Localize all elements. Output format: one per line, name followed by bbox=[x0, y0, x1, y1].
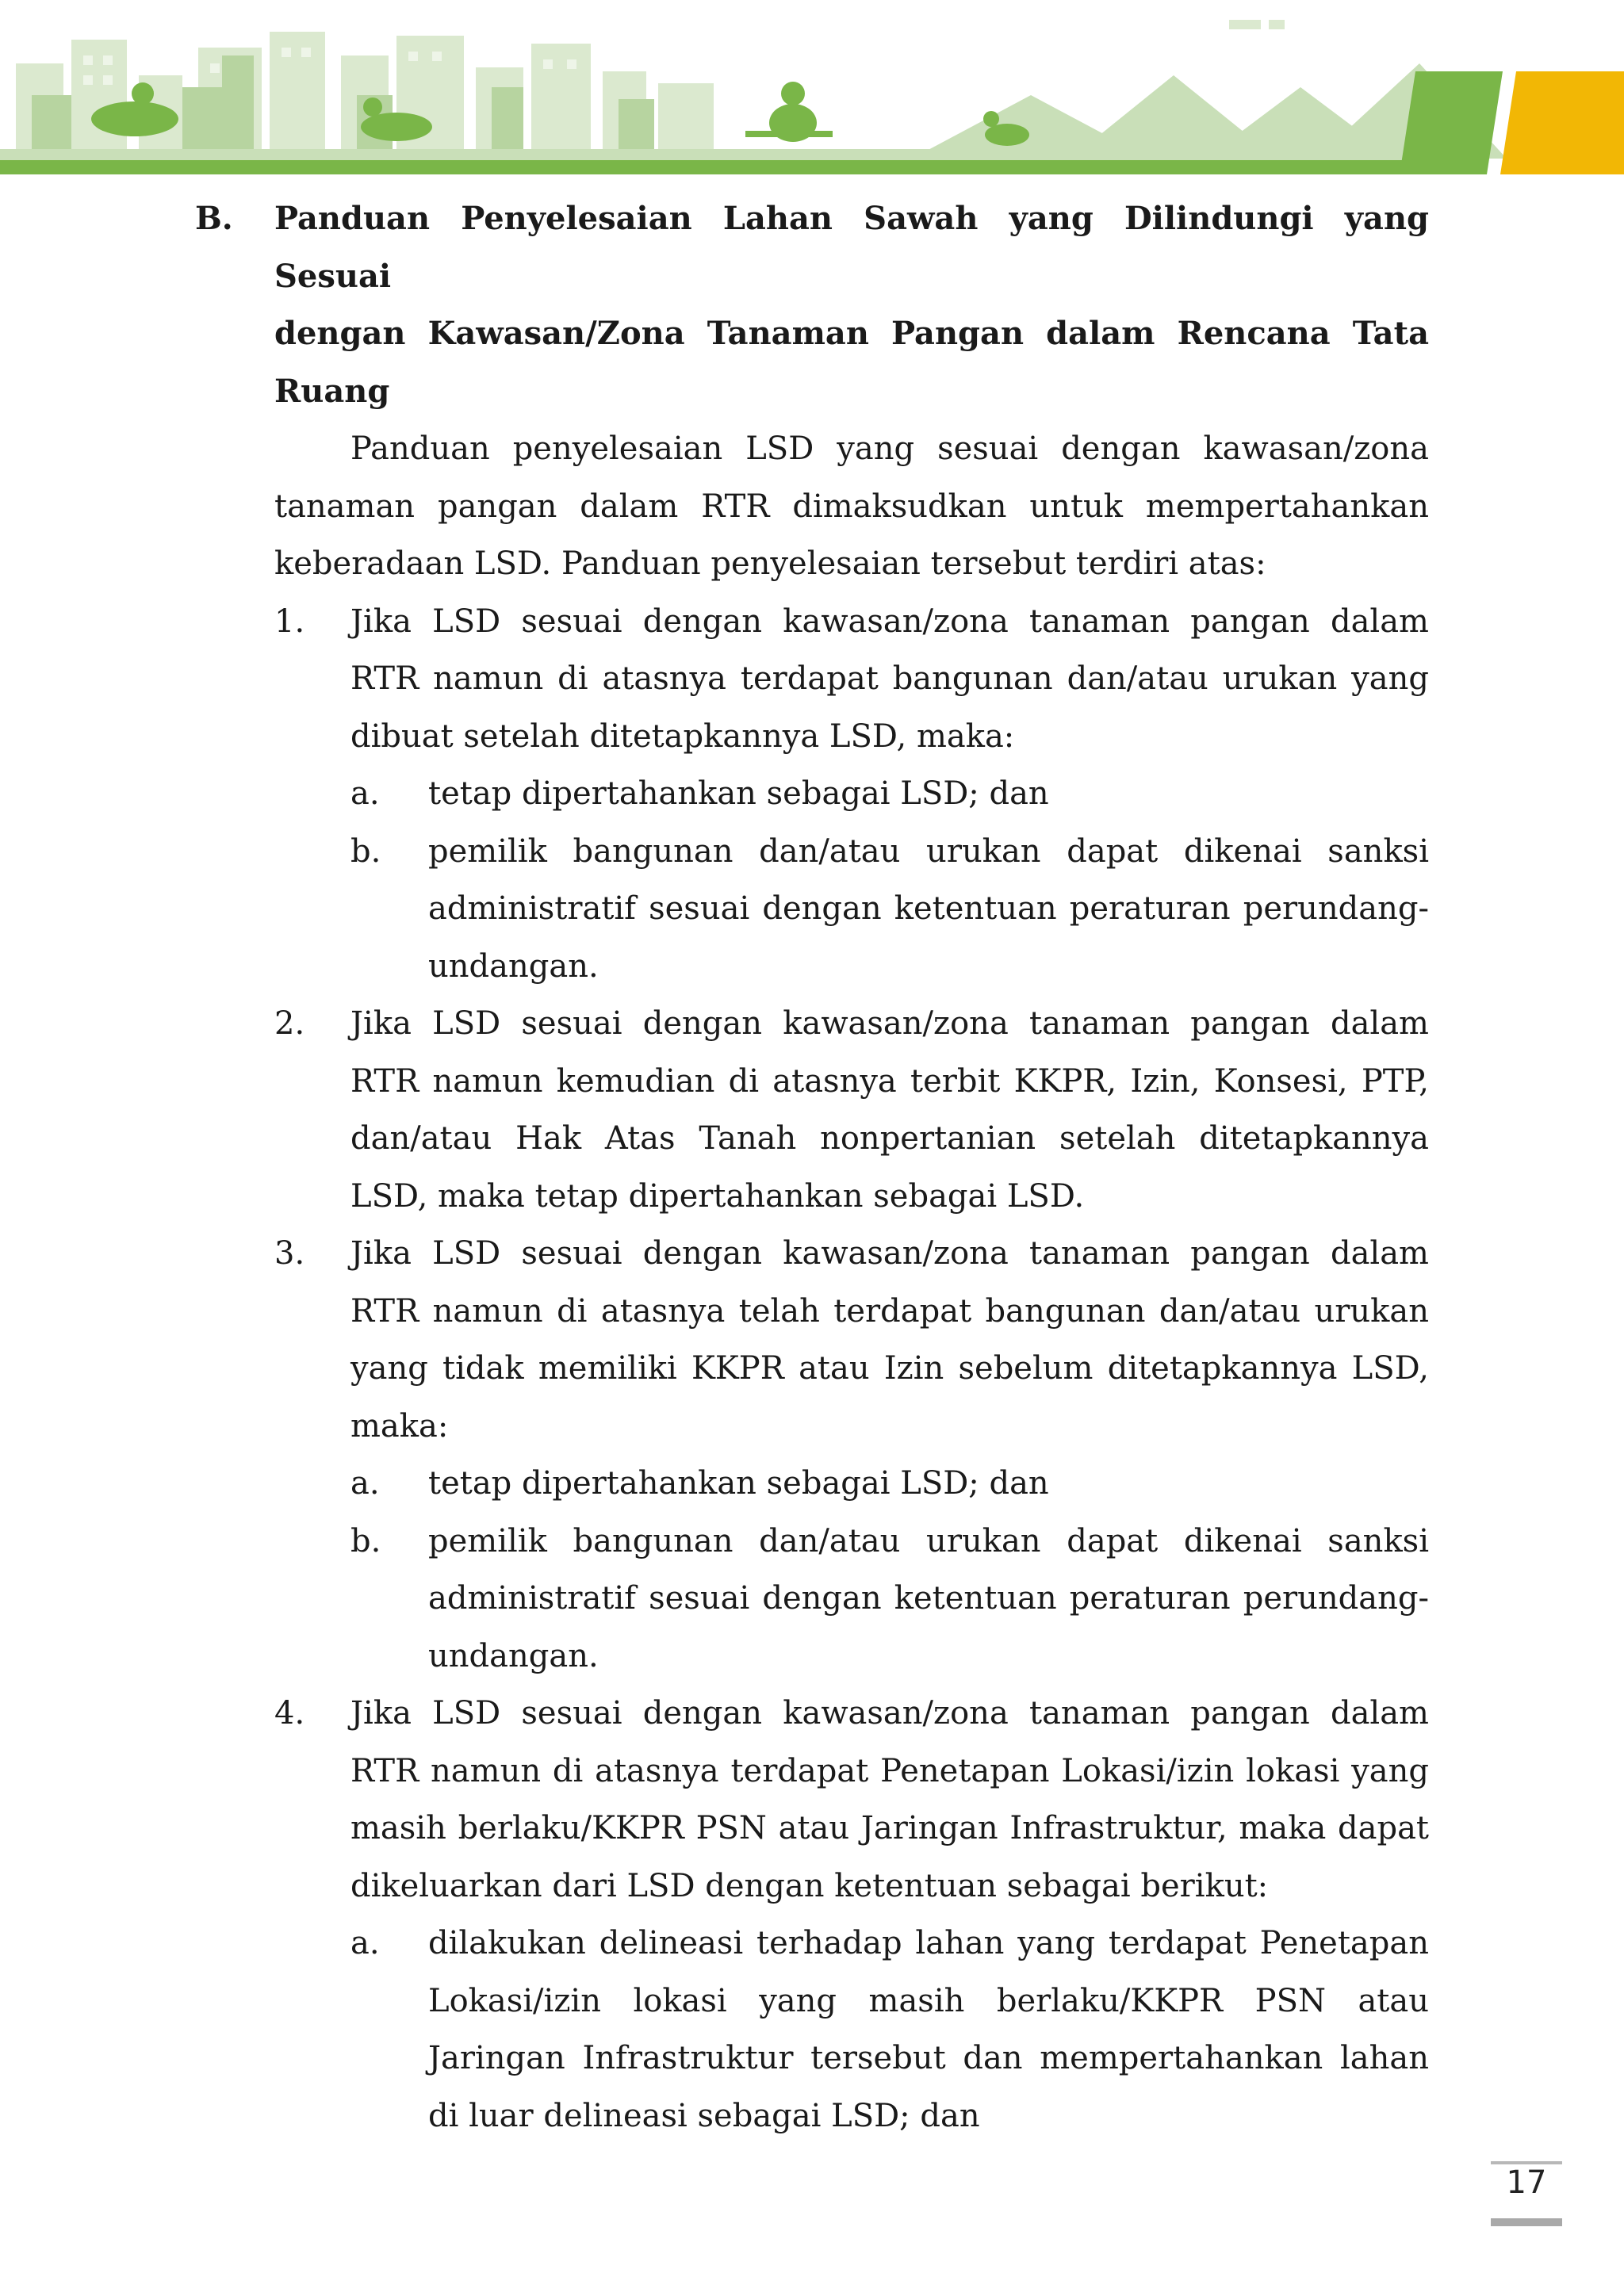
sub-item-text: pemilik bangunan dan/atau urukan dapat dikenai sanksi administratif sesuai dengan ketentuan peraturan perundang-undangan. bbox=[428, 832, 1429, 985]
list-item-number: 2. bbox=[274, 1005, 305, 1042]
page-number-bottom-rule bbox=[1491, 2218, 1562, 2226]
sub-item-letter: a. bbox=[350, 1925, 380, 1961]
sub-item-text: dilakukan delineasi terhadap lahan yang terdapat Penetapan Lokasi/izin lokasi yang masih berlaku/KKPR PSN atau Jaringan Infrastruktur tersebut dan mempertahankan lahan di luar delineasi sebagai LSD; dan bbox=[428, 1925, 1429, 2134]
section-label: B. bbox=[195, 200, 233, 237]
list-item bbox=[274, 593, 1429, 766]
sub-list-item bbox=[350, 1513, 1429, 1686]
sub-item-text: tetap dipertahankan sebagai LSD; dan bbox=[428, 1465, 1049, 1502]
list-item-number: 3. bbox=[274, 1235, 305, 1272]
list-item-text: Jika LSD sesuai dengan kawasan/zona tanaman pangan dalam RTR namun kemudian di atasnya terbit KKPR, Izin, Konsesi, PTP, dan/atau Hak Atas Tanah nonpertanian setelah ditetapkannya LSD, maka tetap dipertahankan sebagai LSD. bbox=[350, 1005, 1429, 1215]
section-title bbox=[274, 190, 1429, 420]
section-title-line2: dengan Kawasan/Zona Tanaman Pangan dalam Rencana Tata Ruang bbox=[274, 315, 1429, 410]
sub-list-item bbox=[350, 823, 1429, 996]
list-item-number: 1. bbox=[274, 603, 305, 640]
list-item-number: 4. bbox=[274, 1695, 305, 1732]
sub-item-letter: a. bbox=[350, 775, 380, 812]
section-intro: Panduan penyelesaian LSD yang sesuai dengan kawasan/zona tanaman pangan dalam RTR dimaksudkan untuk mempertahankan keberadaan LSD. Panduan penyelesaian tersebut terdiri atas: bbox=[274, 430, 1429, 582]
list-item bbox=[274, 1685, 1429, 1915]
list-item-text: Jika LSD sesuai dengan kawasan/zona tanaman pangan dalam RTR namun di atasnya terdapat Penetapan Lokasi/izin lokasi yang masih berlaku/KKPR PSN atau Jaringan Infrastruktur, maka dapat dikeluarkan dari LSD dengan ketentuan sebagai berikut: bbox=[350, 1695, 1429, 1904]
header-banner bbox=[0, 0, 1624, 182]
sub-item-letter: b. bbox=[350, 1522, 381, 1559]
list-item-text: Jika LSD sesuai dengan kawasan/zona tanaman pangan dalam RTR namun di atasnya telah terdapat bangunan dan/atau urukan yang tidak memiliki KKPR atau Izin sebelum ditetapkannya LSD, maka: bbox=[350, 1235, 1429, 1445]
list-item bbox=[274, 995, 1429, 1225]
page-number: 17 bbox=[1506, 2164, 1547, 2201]
page-content bbox=[195, 190, 1429, 2145]
sub-list-item bbox=[350, 1915, 1429, 2145]
section-heading bbox=[195, 190, 1429, 420]
sub-item-text: pemilik bangunan dan/atau urukan dapat dikenai sanksi administratif sesuai dengan ketentuan peraturan perundang-undangan. bbox=[428, 1522, 1429, 1674]
sub-item-letter: b. bbox=[350, 832, 381, 870]
list-item-text: Jika LSD sesuai dengan kawasan/zona tanaman pangan dalam RTR namun di atasnya terdapat bangunan dan/atau urukan yang dibuat setelah ditetapkannya LSD, maka: bbox=[350, 603, 1429, 755]
sub-item-letter: a. bbox=[350, 1465, 380, 1502]
list-item bbox=[274, 1225, 1429, 1455]
section-title-line1: Panduan Penyelesaian Lahan Sawah yang Dilindungi yang Sesuai bbox=[274, 200, 1429, 295]
sub-item-text: tetap dipertahankan sebagai LSD; dan bbox=[428, 775, 1049, 812]
sub-list-item bbox=[350, 1455, 1429, 1513]
sub-list-item bbox=[350, 765, 1429, 823]
city-and-farmers-illustration-icon bbox=[0, 20, 1624, 174]
